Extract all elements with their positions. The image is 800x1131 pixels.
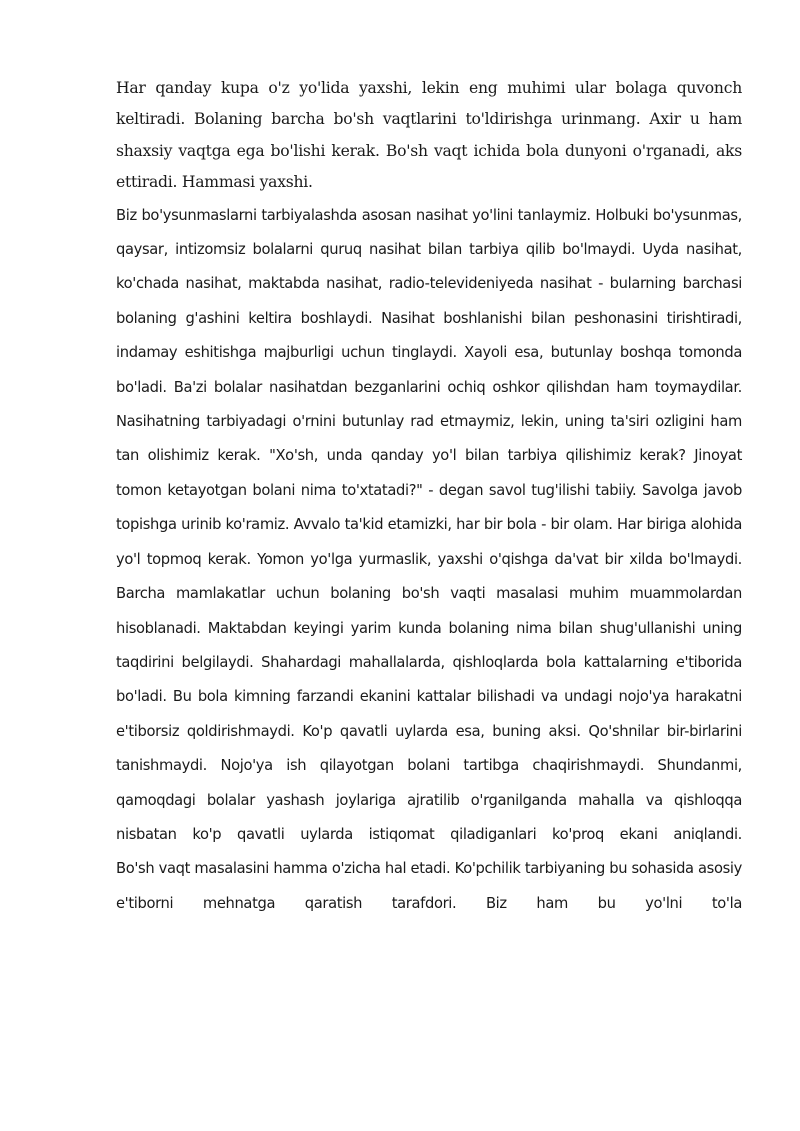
paragraph-2: Biz bo'ysunmaslarni tarbiyalashda asosan nasihat yo'lini tanlaymiz. Holbuki bo'ysunmas, qaysar, intizomsiz bolalarni quruq nasihat bilan tarbiya qilib bo'lmaydi. Uyda nasihat, ko'chada nasihat, maktabda nasihat, radio-televideniyeda nasihat - bularning barchasi bolaning g'ashini keltira boshlaydi. Nasihat boshlanishi bilan peshonasini tirishtiradi, indamay eshitishga majburligi uchun tinglaydi. Xayoli esa, butunlay boshqa tomonda bo'ladi. Ba'zi bolalar nasihatdan bezganlarini ochiq oshkor qilishdan ham toymaydilar. Nasihatning tarbiyadagi o'rnini butunlay rad etmaymiz, lekin, uning ta'siri ozligini ham tan olishimiz kerak. "Xo'sh, unda qanday yo'l bilan tarbiya qilishimiz kerak? Jinoyat tomon ketayotgan bolani nima to'xtatadi?" - degan savol tug'ilishi tabiiy. Savolga javob topishga urinib ko'ramiz. Avvalo ta'kid etamizki, har bir bola - bir olam. Har biriga alohida yo'l topmoq kerak. Yomon yo'lga yurmaslik, yaxshi o'qishga da'vat bir xilda bo'lmaydi. [116, 206, 742, 568]
paragraph-3: Barcha mamlakatlar uchun bolaning bo'sh vaqti masalasi muhim muammolardan hisoblanadi. Maktabdan keyingi yarim kunda bolaning nima bilan shug'ullanishi uning taqdirini belgilaydi. Shahardagi mahallalarda, qishloqlarda bola kattalarning e'tiborida bo'ladi. Bu bola kimning farzandi ekanini kattalar bilishadi va undagi nojo'ya harakatni e'tiborsiz qoldirishmaydi. Ko'p qavatli uylarda esa, buning aksi. Qo'shnilar bir-birlarini tanishmaydi. Nojo'ya ish qilayotgan bolani tartibga chaqirishmaydi. Shundanmi, qamoqdagi bolalar yashash joylariga ajratilib o'rganilganda mahalla va qishloqqa nisbatan ko'p qavatli uylarda istiqomat qiladiganlari ko'proq ekani aniqlandi. [116, 585, 742, 843]
paragraph-1: Har qanday kupa o'z yo'lida yaxshi, lekin eng muhimi ular bolaga quvonch keltiradi. Bolaning barcha bo'sh vaqtlarini to'ldirishga urinmang. Axir u ham shaxsiy vaqtga ega bo'lishi kerak. Bo'sh vaqt ichida bola dunyoni o'rganadi, aks ettiradi. Hammasi yaxshi. [116, 79, 742, 192]
document-body [116, 73, 742, 921]
paragraph-4: Bo'sh vaqt masalasini hamma o'zicha hal etadi. Ko'pchilik tarbiyaning bu sohasida asosiy e'tiborni mehnatga qaratish tarafdori. Biz ham bu yo'lni to'la [116, 860, 742, 912]
